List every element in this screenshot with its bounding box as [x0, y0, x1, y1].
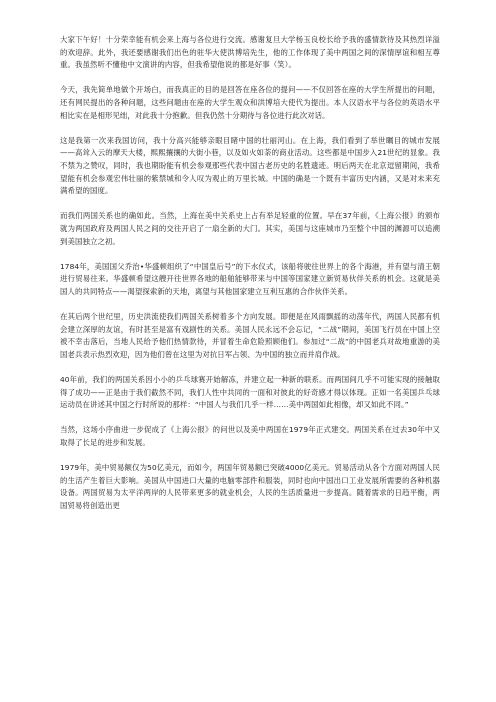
paragraph-2: 今天，我先简单地做个开场白，而我真正的目的是回答在座各位的提问——不仅回答在座的大学生所提出的问题，还有网民提出的各种问题，这些问题由在座的大学生观众和洪博培大使代为提出。本人汉语水平与各位的英语水平相比实在是相形见绌，对此我十分抱歉。但我仍然十分期待与各位进行此次对话。	[60, 85, 440, 120]
paragraph-8: 当然，这场小序曲进一步促成了《上海公报》的问世以及美中两国在1979年正式建交。两国关系在过去30年中又取得了长足的进步和发展。	[60, 425, 440, 447]
paragraph-6: 在其后两个世纪里，历史洪流使我们两国关系树着多个方向发展。即便是在风雨飘摇的动荡年代，两国人民都有机会建立深厚的友谊，有时甚至是富有戏剧性的关系。美国人民永远不会忘记，“二战”期间，美国飞行员在中国上空被不幸击落后，当地人民给予他们热情款待，并冒着生命危险照顾他们。参加过“二战”的中国老兵对故地重游的美国老兵表示热烈欢迎，因为他们曾在这里为对抗日军占领、为中国的独立而并肩作战。	[60, 312, 440, 359]
paragraph-5: 1784年，美国国父乔治•华盛顿组织了“中国皇后号”的下水仪式，该船将驶往世界上的各个海港，并有望与清王朝进行贸易往来。华盛顿希望这艘开往世界各地的船舶能够带来与中国等国家建立新贸易伙伴关系的机会。这就是美国人的共同特点——渴望探索新的天地，离望与其他国家建立互利互惠的合作伙伴关系。	[60, 261, 440, 296]
speech-text	[60, 34, 440, 525]
paragraph-9: 1979年，美中贸易额仅为50亿美元，而如今，两国年贸易额已突破4000亿美元。贸易活动从各个方面对两国人民的生活产生着巨大影响。美国从中国进口大量的电脑零部件和服装，同时也向中国出口工业发展所需要的各种机器设备。两国贸易为太平洋两岸的人民带来更多的就业机会，人民的生活质量进一步提高。随着需求的日趋平衡，两国贸易将创造出更	[60, 463, 440, 510]
paragraph-1: 大家下午好！十分荣幸能有机会来上海与各位进行交流。感谢复旦大学杨玉良校长给予我的盛情款待及其热烈详溢的欢迎辞。此外，我还要感谢我们出色的驻华大使洪博培先生，他的工作体现了美中两国之间的深情厚谊和相互尊重。我虽然听不懂他中文演讲的内容，但我希望他说的都是好事（笑）。	[60, 35, 440, 70]
paragraph-7: 40年前，我们的两国关系因小小的乒乓球赛开始解冻，并建立起一种新的联系。而两国间几乎不可能实现的接触取得了成功——正是由于我们截然不同，我们人性中共同的一面和对彼此的好奇感才得以体现。正如一名美国乒乓球运动员在讲述其中国之行时所说的那样：“中国人与我们几乎一样……美中两国如此相像，却又如此不同。”	[60, 375, 440, 410]
paragraph-3: 这是我第一次来我国访问，我十分高兴能够亲眼目睹中国的壮丽河山。在上海，我们看到了举世瞩目的城市发展——高耸入云的摩天大楼，熙熙攘攘的大街小巷，以及如火如荼的商业活动。这些都是中国步入21世纪的显象。我不禁为之赞叹，同时，我也期盼能有机会参观那些代表中国古老历史的名胜遗迹。明后两天在北京逗留期间，我希望能有机会参观宏伟壮丽的紫禁城和令人叹为观止的万里长城。中国的确是一个既有丰富历史内涵，又是对未来充满希望的国度。	[60, 135, 440, 196]
paragraph-4: 而我们两国关系也的确如此。当然，上海在美中关系史上占有举足轻重的位置。早在37年前，《上海公报》的颁布就为两国政府及两国人民之间的交往开启了一扇全新的大门。其实，美国与这座城市乃至整个中国的渊源可以追溯到美国独立之初。	[60, 211, 440, 246]
